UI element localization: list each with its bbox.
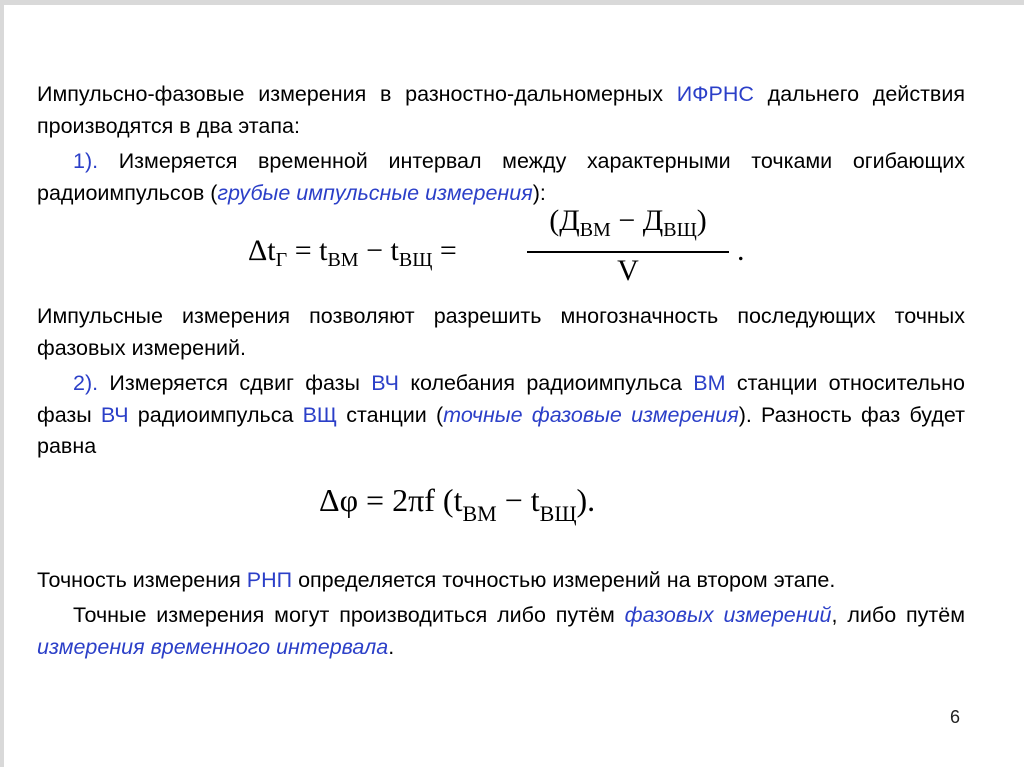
term-precise-phase-measurements: точные фазовые измерения [443, 402, 739, 427]
term-ifrns: ИФРНС [676, 82, 754, 106]
text-span: Точные измерения могут производиться либо путём [73, 603, 625, 627]
slide-left-border [0, 0, 4, 767]
term-vch: ВЧ [371, 371, 400, 395]
formula-denominator: V [617, 254, 639, 287]
text-span: определяется точностью измерений на втором этапе. [292, 567, 836, 592]
paragraph-accuracy [37, 565, 965, 597]
term-vsch: ВЩ [302, 402, 338, 427]
paragraph-precise-methods [37, 600, 965, 663]
formula-fraction [527, 205, 729, 297]
text-span: Импульсно-фазовые измерения в разностно-дальномерных [37, 82, 677, 106]
text-span: Измеряется временной интервал между характерными точками огибающих радиоимпульсов ( [37, 149, 965, 205]
formula-subscript: ВМ [327, 249, 359, 271]
paragraph-step-2 [37, 368, 965, 463]
text-span: Измеряется сдвиг фазы [98, 371, 372, 395]
text-span: ): [532, 180, 546, 205]
formula-symbol: ). [576, 481, 596, 518]
text-span: Точность измерения [37, 567, 247, 592]
text-span: , либо путём [831, 603, 965, 627]
formula-symbol: ) [696, 204, 707, 237]
fraction-bar [527, 251, 729, 253]
formula-symbol: = [432, 234, 457, 267]
paragraph-resolve-ambiguity: Импульсные измерения позволяют разрешить многозначность последующих точных фазовых измерений. [37, 304, 965, 360]
text-span: . [388, 634, 395, 659]
term-coarse-measurements: грубые импульсные измерения [217, 180, 533, 205]
formula-numerator [527, 205, 729, 247]
slide-content [37, 79, 965, 663]
formula-symbol: − t [496, 481, 540, 518]
formula-symbol: − t [358, 234, 399, 267]
text-span: дальнего действия производятся в два этапа: [37, 82, 965, 138]
step-number-1: 1). [73, 149, 99, 173]
text-span: станции относительно фазы [37, 371, 965, 427]
formula-subscript: ВЩ [663, 219, 697, 241]
step-number-2: 2). [73, 371, 99, 395]
page-number: 6 [950, 707, 961, 727]
formula-phase-difference [37, 463, 965, 565]
term-rnp: РНП [246, 567, 293, 592]
formula-subscript: ВЩ [398, 249, 433, 271]
text-span: колебания радиоимпульса [399, 371, 694, 395]
formula-phase-difference-expr [319, 481, 596, 530]
formula-symbol: Δφ = 2πf (t [319, 481, 463, 518]
text-span: ). Разность фаз будет равна [37, 402, 965, 458]
formula-time-interval [37, 204, 965, 297]
paragraph-step-1 [37, 146, 965, 209]
formula-subscript: Г [275, 249, 288, 271]
text-span: радиоимпульса [128, 402, 303, 427]
formula-symbol: = t [287, 234, 328, 267]
slide-top-border [0, 0, 1024, 5]
formula-subscript: ВМ [579, 219, 611, 241]
formula-symbol: (Д [549, 204, 580, 237]
term-vm: ВМ [693, 371, 726, 395]
formula-symbol: Δt [248, 234, 276, 267]
formula-subscript: ВМ [462, 500, 497, 526]
text-span: станции ( [337, 402, 444, 427]
term-phase-measurements: фазовых измерений [624, 603, 832, 627]
formula-symbol: − Д [610, 204, 664, 237]
term-vch: ВЧ [100, 402, 129, 427]
formula-subscript: ВЩ [539, 500, 577, 526]
formula-time-interval-lhs [248, 235, 457, 277]
paragraph-intro [37, 79, 965, 142]
formula-period: . [737, 234, 745, 267]
term-time-interval-measurement: измерения временного интервала [37, 634, 389, 659]
